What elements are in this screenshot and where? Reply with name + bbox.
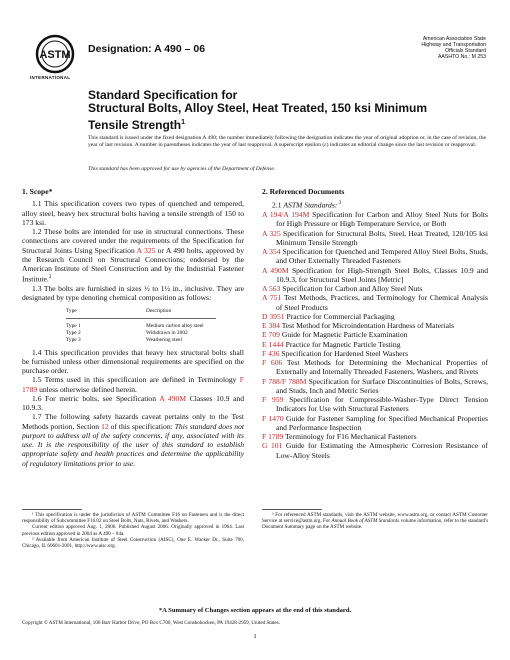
link-f1789[interactable]: F 1789 — [22, 375, 244, 394]
issuance-notice: This standard is issued under the fixed designation A 490; the number immediately following the designation indicates the year of original adoption or, in the case of revision, the year of last revision. A number in parentheses indicates the year of last reapproval. A superscript epsilon (ε) indicates an editorial change since the last revision or reapproval. — [88, 135, 486, 149]
astm-standards-label: 2.1 ASTM Standards: $^3$ — [272, 200, 342, 210]
reference-item — [262, 340, 488, 349]
paragraph-1-6: 1.6 For metric bolts, see Specification A 490M Classes 10.9 and 10.9.3. — [22, 393, 245, 413]
reference-item — [262, 321, 488, 330]
footnote-2: ² Available from American Institute of Steel Construction (AISC), One E. Wacker Dr., Suite 700, Chicago, IL 60601-2001, http://www.aisc.org. — [22, 536, 244, 550]
reference-item — [262, 210, 488, 229]
reference-title: Terminology for F16 Mechanical Fasteners — [283, 432, 417, 442]
astm-logo-icon — [35, 34, 75, 74]
reference-item — [262, 229, 488, 248]
reference-link[interactable]: E 709 — [262, 330, 280, 340]
reference-item — [262, 293, 488, 312]
references-heading: 2. Referenced Documents — [262, 187, 345, 196]
link-a325[interactable]: A 325 — [136, 245, 156, 255]
reference-link[interactable]: F 959 — [262, 395, 284, 405]
type-table-header: Type Description — [66, 307, 172, 314]
reference-link[interactable]: A 563 — [262, 284, 281, 294]
title-line-1: Standard Specification for — [88, 88, 238, 102]
document-title — [88, 89, 478, 132]
footnote-divider — [22, 509, 82, 510]
reference-title: Specification for Quenched and Tempered Alloy Steel Bolts, Studs, and Other Externally Threaded Fasteners — [276, 247, 489, 266]
reference-link[interactable]: A 751 — [262, 293, 282, 303]
title-line-3: Tensile Strength — [88, 117, 182, 132]
reference-link[interactable]: A 325 — [262, 228, 281, 238]
association-line: American Association State — [422, 36, 486, 42]
reference-item — [262, 377, 488, 396]
astm-logo — [35, 34, 75, 74]
dod-approval-note: This standard has been approved for use by agencies of the Department of Defense. — [88, 166, 276, 172]
scope-section — [22, 187, 244, 468]
paragraph-1-5: 1.5 Terms used in this specification are defined in Terminology F 1789 unless otherwise defined herein. — [22, 375, 244, 394]
reference-list — [262, 210, 488, 460]
scope-heading: 1. Scope* — [22, 187, 53, 196]
reference-link[interactable]: A 490M — [262, 265, 289, 275]
association-line: Officials Standard — [445, 48, 486, 55]
reference-title: Specification for Hardened Steel Washers — [279, 348, 409, 358]
association-line: Highway and Transportation — [421, 42, 486, 49]
page-number: 1 — [253, 633, 257, 640]
title-line-2: Structural Bolts, Alloy Steel, Heat Treated, 150 ksi Minimum — [88, 101, 427, 116]
reference-link[interactable]: F 436 — [262, 348, 280, 358]
type-table — [66, 308, 236, 344]
link-section-12[interactable]: 12 — [101, 421, 109, 431]
reference-title: Guide for Estimating the Atmospheric Corrosion Resistance of Low-Alloy Steels — [276, 441, 488, 460]
paragraph-1-3: 1.3 The bolts are furnished in sizes ½ to 1½ in., inclusive. They are designated by type denoting chemical composition as follows: — [22, 284, 244, 303]
reference-item — [262, 358, 488, 377]
logo-caption: INTERNATIONAL — [30, 75, 71, 80]
reference-item — [262, 330, 488, 339]
reference-title: Guide for Fastener Sampling for Specified Mechanical Properties and Performance Inspection — [276, 413, 488, 432]
reference-link[interactable]: F 788/F 788M — [262, 376, 307, 386]
reference-link[interactable]: F 1789 — [262, 432, 284, 442]
copyright: Copyright © ASTM International, 100 Barr Harbor Drive, PO Box C700, West Conshohocken, PA 19428-2959, United States. — [22, 620, 280, 626]
footnotes-left — [22, 512, 244, 549]
paragraph-1-4: 1.4 This specification provides that heavy hex structural bolts shall be furnished unless other dimensional requirements are specified on the purchase order. — [22, 347, 244, 376]
reference-title: Specification for Compressible-Washer-Type Direct Tension Indicators for Use with Structural Fasteners — [276, 395, 488, 414]
reference-title: Practice for Magnetic Particle Testing — [283, 339, 401, 349]
reference-item — [262, 312, 488, 321]
reference-item — [262, 284, 488, 293]
association-line: AASHTO No.: M 253 — [437, 54, 486, 61]
reference-item — [262, 349, 488, 358]
reference-item — [262, 395, 488, 414]
link-a490m[interactable]: A 490M — [159, 393, 187, 403]
reference-title: Test Methods, Practices, and Terminology for Chemical Analysis of Steel Products — [276, 293, 488, 312]
summary-of-changes-note: *A Summary of Changes section appears at the end of this standard. — [158, 607, 352, 614]
reference-link[interactable]: D 3951 — [262, 311, 285, 321]
reference-item — [262, 266, 488, 285]
reference-item — [262, 247, 488, 266]
reference-link[interactable]: E 384 — [262, 321, 280, 331]
reference-title: Test Methods for Determining the Mechanical Properties of Externally and Internally Threaded Fasteners, Washers, and Rivets — [276, 358, 489, 377]
type-table-row: Type 2 Withdrawn in 2002 — [66, 329, 188, 336]
reference-item — [262, 441, 488, 460]
reference-item — [262, 414, 488, 433]
title-footnote-ref: 1 — [181, 118, 186, 126]
reference-title: Specification for Carbon and Alloy Steel Nuts for Bolts for High Pressure or High Temperature Service, or Both — [276, 210, 488, 229]
reference-title: Guide for Magnetic Particle Examination — [279, 330, 408, 340]
svg-text:ASTM: ASTM — [39, 49, 71, 61]
footnote-3: ³ For referenced ASTM standards, visit the ASTM website, www.astm.org, or contact ASTM Customer Service at service@astm.org. For Annual Book of ASTM Standards volume information, refer to the standard's Document Summary page on the ASTM website. — [262, 512, 488, 531]
reference-title: Specification for High-Strength Steel Bolts, Classes 10.9 and 10.9.3, for Structural Steel Joints [Metric] — [276, 265, 488, 284]
reference-title: Practice for Commercial Packaging — [284, 311, 395, 321]
footnote-1-history: Current edition approved Aug. 1, 2006. Published August 2006. Originally approved in 1964. Last previous edition approved in 2004 as A 490 – 04a. — [22, 524, 244, 537]
reference-link[interactable]: A 354 — [262, 247, 281, 257]
type-table-row: Type 3 Weathering steel — [66, 336, 182, 343]
paragraph-1-1: 1.1 This specification covers two types of quenched and tempered, alloy steel, heavy hex structural bolts having a tensile strength of 150 to 173 ksi. — [22, 199, 244, 227]
reference-link[interactable]: E 1444 — [262, 339, 284, 349]
reference-link[interactable]: A 194/A 194M — [262, 210, 310, 220]
type-table-row: Type 1 Medium carbon alloy steel — [66, 322, 204, 329]
reference-link[interactable]: F 1470 — [262, 413, 284, 423]
reference-title: Specification for Carbon and Alloy Steel Nuts — [280, 284, 423, 294]
designation: Designation: A 490 – 06 — [88, 43, 206, 55]
references-section — [262, 187, 488, 460]
association-block — [421, 36, 486, 60]
reference-link[interactable]: F 606 — [262, 358, 283, 368]
reference-item — [262, 432, 488, 441]
reference-link[interactable]: G 101 — [262, 441, 283, 451]
reference-title: Specification for Surface Discontinuities of Bolts, Screws, and Studs, Inch and Metric Series — [276, 376, 488, 395]
paragraph-1-7: 1.7 The following safety hazards caveat pertains only to the Test Methods portion, Section 12 of this specification: This standard does not purport to address all of the safety concerns, if any, associated with its use. It is the responsibility of the user of this standard to establish appropriate safety and health practices and determine the applicability of regulatory limitations prior to use. — [22, 412, 244, 468]
footnote-1: ¹ This specification is under the jurisdiction of ASTM Committee F16 on Fasteners and is the direct responsibility of Subcommittee F16.02 on Steel Bolts, Nuts, Rivets, and Washers. — [22, 512, 244, 525]
reference-title: Specification for Structural Bolts, Steel, Heat Treated, 120/105 ksi Minimum Tensile Strength — [276, 228, 488, 247]
reference-title: Test Method for Microindentation Hardness of Materials — [279, 321, 455, 331]
paragraph-1-2: 1.2 These bolts are intended for use in structural connections. These connections are covered under the requirements of the Specification for Structural Joints Using Specification A 325 or A 490 bolts, approved by the Research Council on Structural Connections; endorsed by the American Institute of Steel Construction and by the Industrial Fastener Institute.$^2$ — [22, 227, 244, 284]
footnote-divider — [262, 509, 322, 510]
